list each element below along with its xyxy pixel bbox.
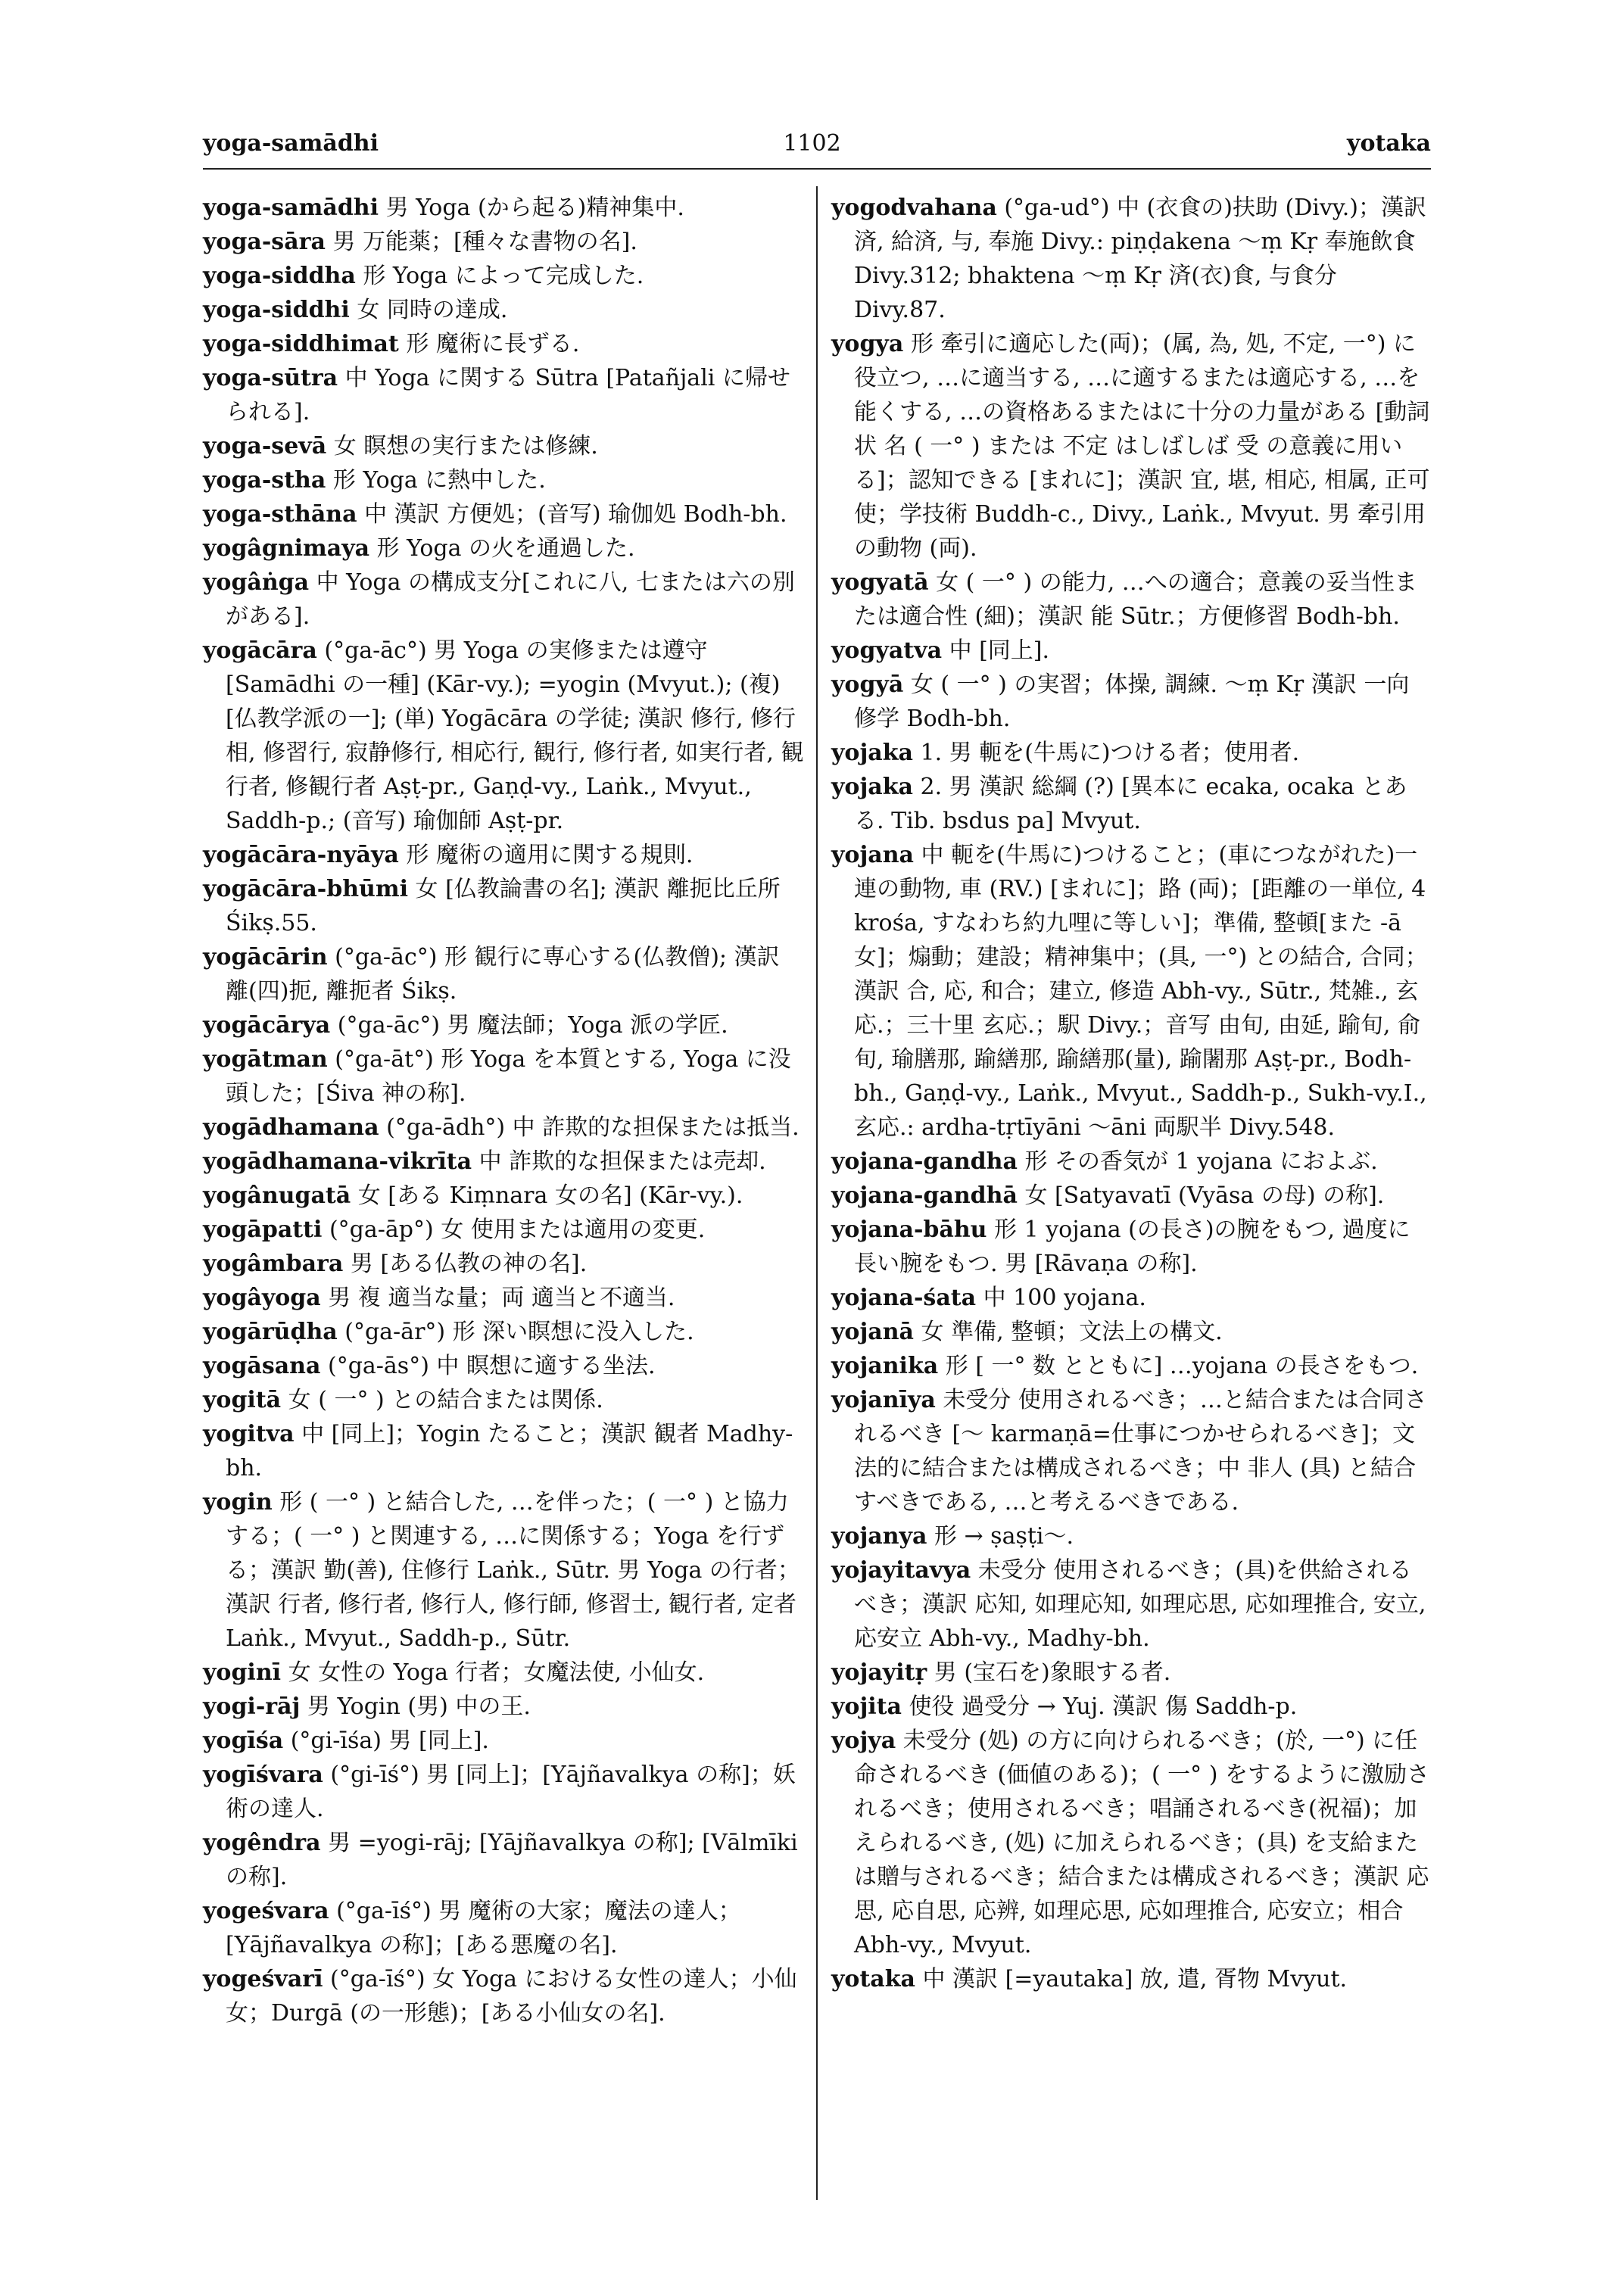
entry-definition: 形 ( 一° ) と結合した, …を伴った；( 一° ) と協力する；( 一° ) と関連する, …に関係する；Yoga を行ずる；漢訳 勤(善), 住修行 Laṅk., Sūtr. 男 Yoga の行者；漢訳 行者, 修行者, 修行人, 修行師, 修習士, 観行者, 定者 Laṅk., Mvyut., Saddh-p., Sūtr. [226, 1489, 800, 1652]
entry-definition: 中 詐欺的な担保または売却. [478, 1148, 766, 1175]
entry-headword: yogīśa [203, 1728, 284, 1754]
entry-definition: 形 Yoga に熱中した. [332, 467, 546, 494]
dictionary-entry [203, 1281, 806, 1315]
entry-headword: yogêndra [203, 1830, 321, 1856]
dictionary-entry [831, 1383, 1431, 1519]
entry-headword: yojanīya [831, 1387, 936, 1413]
dictionary-entry [831, 1349, 1431, 1383]
entry-definition: 男 =yogi-rāj; [Yājñavalkya の称]; [Vālmīki の称]. [226, 1830, 798, 1890]
dictionary-entry [203, 1656, 806, 1690]
entry-headword: yogācārya [203, 1012, 331, 1039]
entry-definition: (°ga-āt°) 形 Yoga を本質とする, Yoga に没頭した；[Śiva 神の称]. [226, 1046, 791, 1107]
entry-headword: yoga-siddhimat [203, 331, 399, 357]
entry-definition: 女 ( 一° ) の実習；体操, 調練. ～ṃ Kṛ 漢訳 一向修学 Bodh-bh. [854, 671, 1410, 732]
dictionary-entry [203, 531, 806, 565]
dictionary-entry [831, 1145, 1431, 1179]
entry-definition: (°gi-īśa) 男 [同上]. [290, 1728, 489, 1754]
entry-headword: yoga-siddhi [203, 297, 350, 323]
entry-headword: yogācārin [203, 944, 328, 970]
entry-headword: yojaka [831, 774, 913, 800]
dictionary-entry [203, 1758, 806, 1826]
dictionary-entry [831, 1519, 1431, 1553]
dictionary-entry [203, 1145, 806, 1179]
entry-definition: (°ga-āc°) 男 Yoga の実修または遵守 [Samādhi の一種] (Kār-vy.); =yogin (Mvyut.); (複) [仏教学派の一]; (単) Yogācāra の学徒; 漢訳 修行, 修行相, 修習行, 寂静修行, 相応行, 観行, 修行者, 如実行者, 観行者, 修観行者 Aṣṭ-pr., Gaṇḍ-vy., Laṅk., Mvyut., Saddh-p.; (音写) 瑜伽師 Aṣṭ-pr. [226, 637, 804, 834]
entry-headword: yogâgnimaya [203, 535, 370, 562]
dictionary-entry [203, 259, 806, 293]
dictionary-entry [203, 1008, 806, 1042]
dictionary-entry [203, 1111, 806, 1145]
dictionary-entry [203, 1383, 806, 1417]
entry-headword: yoga-sūtra [203, 365, 338, 391]
dictionary-entry [203, 634, 806, 838]
entry-definition: 使役 過受分 → Yuj. 漢訳 傷 Saddh-p. [909, 1693, 1298, 1720]
entry-definition: 中 軛を(牛馬に)つけること；(車につながれた)一連の動物, 車 (RV.) [まれに]；路 (両)；[距離の一単位, 4 krośa, すなわち約九哩に等しい]；準備, 整頓[また -ā 女]；煽動；建設；精神集中；(具, 一°) との結合, 合同；漢訳 合, 応, 和合；建立, 修造 Abh-vy., Sūtr., 梵雑., 玄応.；三十里 玄応.；駅 Divy.；音写 由旬, 由延, 踰旬, 俞旬, 瑜膳那, 踰繕那, 踰繕那(量), 踰闍那 Aṣṭ-pr., Bodh-bh., Gaṇḍ-vy., Laṅk., Mvyut., Saddh-p., Sukh-vy.I., 玄応.: ardha-tṛtīyāni ～āni 両駅半 Divy.548. [854, 842, 1428, 1141]
entry-headword: yogārūḍha [203, 1319, 338, 1345]
entry-definition: 女 ( 一° ) の能力, …への適合；意義の妥当性または適合性 (細)；漢訳 能 Sūtr.；方便修習 Bodh-bh. [854, 569, 1417, 630]
entry-definition: 2. 男 漢訳 総綱 (?) [異本に ecaka, ocaka とある. Tib. bsdus pa] Mvyut. [854, 774, 1407, 834]
dictionary-entry [831, 327, 1431, 565]
entry-definition: 男 (宝石を)象眼する者. [934, 1659, 1171, 1686]
dictionary-entry [831, 1656, 1431, 1690]
entry-headword: yogyā [831, 671, 904, 698]
entry-headword: yojana [831, 842, 914, 868]
entry-headword: yogāpatti [203, 1217, 323, 1243]
dictionary-entry [831, 668, 1431, 736]
entry-definition: (°ga-āp°) 女 使用または適用の変更. [329, 1217, 706, 1243]
entry-headword: yogyatā [831, 569, 929, 596]
dictionary-entry [203, 191, 806, 225]
entry-headword: yogâyoga [203, 1285, 321, 1311]
dictionary-entry [203, 1417, 806, 1485]
dictionary-entry [203, 1315, 806, 1349]
entry-headword: yogyatva [831, 637, 943, 664]
entry-definition: 中 漢訳 方便処；(音写) 瑜伽処 Bodh-bh. [364, 501, 787, 528]
dictionary-entry [203, 361, 806, 429]
entry-definition: 女 [仏教論書の名]; 漢訳 離扼比丘所 Śikṣ.55. [226, 876, 781, 936]
dictionary-entry [203, 327, 806, 361]
entry-headword: yoginī [203, 1659, 282, 1686]
entry-headword: yojanā [831, 1319, 914, 1345]
entry-definition: 中 [同上]. [949, 637, 1050, 664]
entry-headword: yoga-sāra [203, 229, 326, 255]
dictionary-entry [831, 1281, 1431, 1315]
dictionary-entry [203, 1690, 806, 1724]
dictionary-entry [831, 191, 1431, 327]
dictionary-entry [203, 940, 806, 1008]
dictionary-entry [831, 1690, 1431, 1724]
dictionary-entry [203, 1894, 806, 1962]
entry-headword: yogi-rāj [203, 1693, 301, 1720]
entry-headword: yojanika [831, 1353, 939, 1379]
entry-headword: yogācāra-bhūmi [203, 876, 408, 902]
entry-definition: 未受分 使用されるべき；(具)を供給されるべき；漢訳 応知, 如理応知, 如理応思, 応如理推合, 安立, 応安立 Abh-vy., Madhy-bh. [854, 1557, 1426, 1652]
running-head-right: yotaka [1347, 130, 1431, 157]
left-column [203, 191, 806, 2030]
entry-headword: yogya [831, 331, 904, 357]
entry-definition: 1. 男 軛を(牛馬に)つける者；使用者. [920, 740, 1300, 766]
dictionary-entry [203, 1042, 806, 1111]
dictionary-entry [203, 1213, 806, 1247]
entry-definition: 中 [同上]；Yogin たること；漢訳 観者 Madhy-bh. [226, 1421, 793, 1481]
entry-headword: yogātman [203, 1046, 328, 1073]
entry-definition: 女 同時の達成. [357, 297, 508, 323]
entry-headword: yogin [203, 1489, 273, 1516]
entry-headword: yogeśvara [203, 1898, 329, 1924]
entry-definition: (°ga-āc°) 男 魔法師；Yoga 派の学匠. [337, 1012, 728, 1039]
entry-definition: (°gi-īś°) 男 [同上]；[Yājñavalkya の称]；妖術の達人. [226, 1762, 796, 1822]
entry-headword: yoga-siddha [203, 263, 356, 289]
entry-headword: yogitā [203, 1387, 282, 1413]
entry-headword: yotaka [831, 1966, 915, 1992]
dictionary-entry [831, 736, 1431, 770]
dictionary-entry [203, 463, 806, 497]
dictionary-entry [203, 565, 806, 634]
entry-headword: yojana-bāhu [831, 1217, 987, 1243]
dictionary-entry [203, 872, 806, 940]
entry-definition: 中 Yoga の構成支分[これに八, 七または六の別がある]. [226, 569, 795, 630]
entry-definition: 未受分 使用されるべき；…と結合または合同されるべき [～ karmaṇā=仕事につかせられるべき]；文法的に結合または構成されるべき；中 非人 (具) と結合すべきである, …と考えるべきである. [854, 1387, 1427, 1516]
dictionary-entry [203, 293, 806, 327]
dictionary-entry [203, 225, 806, 259]
entry-definition: 形 魔術の適用に関する規則. [406, 842, 694, 868]
entry-definition: 男 複 適当な量；両 適当と不適当. [328, 1285, 675, 1311]
entry-headword: yojana-śata [831, 1285, 977, 1311]
dictionary-entry [831, 1179, 1431, 1213]
dictionary-entry [203, 1724, 806, 1758]
entry-headword: yogodvahana [831, 195, 997, 221]
entry-headword: yoga-stha [203, 467, 326, 494]
entry-definition: 女 準備, 整頓；文法上の構文. [921, 1319, 1223, 1345]
entry-definition: (°ga-īś°) 男 魔術の大家；魔法の達人；[Yājñavalkya の称]；[ある悪魔の名]. [226, 1898, 741, 1958]
entry-definition: 形 魔術に長ずる. [406, 331, 580, 357]
entry-headword: yojanya [831, 1523, 927, 1550]
right-column [831, 191, 1431, 1996]
entry-headword: yogânugatā [203, 1182, 351, 1209]
dictionary-entry [203, 838, 806, 872]
entry-headword: yojya [831, 1728, 896, 1754]
entry-headword: yogitva [203, 1421, 295, 1447]
entry-definition: 形 その香気が 1 yojana におよぶ. [1024, 1148, 1378, 1175]
entry-definition: 女 瞑想の実行または修練. [333, 433, 598, 460]
entry-headword: yogīśvara [203, 1762, 323, 1788]
entry-headword: yojana-gandha [831, 1148, 1018, 1175]
dictionary-entry [831, 634, 1431, 668]
entry-definition: 中 Yoga に関する Sūtra [Patañjali に帰せられる]. [226, 365, 790, 425]
entry-definition: 形 → ṣaṣṭi～. [934, 1523, 1074, 1550]
dictionary-entry [203, 1485, 806, 1656]
entry-definition: (°ga-āc°) 形 観行に専心する(仏教僧); 漢訳 離(四)扼, 離扼者 Śikṣ. [226, 944, 780, 1005]
dictionary-entry [831, 1213, 1431, 1281]
dictionary-entry [203, 1247, 806, 1281]
entry-headword: yojayitavya [831, 1557, 971, 1584]
entry-definition: (°ga-ās°) 中 瞑想に適する坐法. [327, 1353, 656, 1379]
entry-definition: (°ga-īś°) 女 Yoga における女性の達人；小仙女；Durgā (の一形態)；[ある小仙女の名]. [226, 1966, 797, 2027]
entry-headword: yoga-sthāna [203, 501, 357, 528]
dictionary-entry [831, 1724, 1431, 1962]
entry-headword: yogâmbara [203, 1251, 344, 1277]
entry-definition: 中 100 yojana. [983, 1285, 1146, 1311]
entry-definition: 形 [ 一° 数 とともに] …yojana の長さをもつ. [945, 1353, 1419, 1379]
entry-definition: 女 ( 一° ) との結合または関係. [288, 1387, 603, 1413]
entry-headword: yojaka [831, 740, 913, 766]
entry-definition: (°ga-ādh°) 中 詐欺的な担保または抵当. [386, 1114, 800, 1141]
header-rule [203, 168, 1431, 170]
dictionary-entry [831, 1962, 1431, 1996]
dictionary-entry [831, 1553, 1431, 1656]
entry-definition: 男 Yoga (から起る)精神集中. [385, 195, 684, 221]
dictionary-entry [831, 565, 1431, 634]
entry-headword: yojita [831, 1693, 902, 1720]
running-head-left: yoga-samādhi [203, 130, 379, 157]
dictionary-entry [203, 1826, 806, 1894]
entry-definition: 形 牽引に適応した(両)；(属, 為, 処, 不定, 一°) に役立つ, …に適当する, …に適するまたは適応する, …を能くする, …の資格あるまたはに十分の力量がある [動詞状 名 ( 一° ) または 不定 はしばしば 受 の意義に用いる]；認知できる [まれに]；漢訳 宜, 堪, 相応, 相属, 正可使；学技術 Buddh-c., Divy., Laṅk., Mvyut. 男 牽引用の動物 (両). [854, 331, 1430, 562]
dictionary-entry [831, 838, 1431, 1145]
dictionary-entry [203, 1179, 806, 1213]
entry-headword: yogācāra-nyāya [203, 842, 399, 868]
dictionary-entry [831, 770, 1431, 838]
entry-definition: 形 Yoga によって完成した. [363, 263, 644, 289]
dictionary-entry [203, 497, 806, 531]
dictionary-entry [203, 1962, 806, 2030]
entry-headword: yogādhamana-vikrīta [203, 1148, 472, 1175]
entry-definition: 女 女性の Yoga 行者；女魔法使, 小仙女. [288, 1659, 705, 1686]
entry-definition: 中 漢訳 [=yautaka] 放, 遣, 胥物 Mvyut. [922, 1966, 1348, 1992]
entry-definition: 女 [ある Kiṃnara 女の名] (Kār-vy.). [357, 1182, 743, 1209]
entry-definition: 男 万能薬；[種々な書物の名]. [332, 229, 637, 255]
entry-definition: 男 [ある仏教の神の名]. [350, 1251, 588, 1277]
entry-definition: 形 Yoga の火を通過した. [376, 535, 635, 562]
entry-headword: yogācāra [203, 637, 317, 664]
page-number: 1102 [783, 130, 841, 157]
entry-definition: (°ga-ud°) 中 (衣食の)扶助 (Divy.)；漢訳 済, 給済, 与, 奉施 Divy.: piṇḍakena ～ṃ Kṛ 奉施飲食 Divy.312; bhaktena ～ṃ Kṛ 済(衣)食, 与食分 Divy.87. [854, 195, 1427, 323]
dictionary-entry [203, 1349, 806, 1383]
entry-definition: 未受分 (処) の方に向けられるべき；(於, 一°) に任命されるべき (価値のある)；( 一° ) をするように激励されるべき；使用されるべき；唱誦されるべき(祝福)；加えられるべき, (処) に加えられるべき；(具) を支給または贈与されるべき；結合または構成されるべき；漢訳 応思, 応自思, 応辨, 如理応思, 応如理推合, 応安立；相合 Abh-vy., Mvyut. [854, 1728, 1429, 1958]
entry-headword: yogāsana [203, 1353, 321, 1379]
entry-headword: yogeśvarī [203, 1966, 323, 1992]
entry-definition: 男 Yogin (男) 中の王. [307, 1693, 531, 1720]
entry-headword: yogâṅga [203, 569, 310, 596]
entry-definition: 女 [Satyavatī (Vyāsa の母) の称]. [1024, 1182, 1385, 1209]
dictionary-entry [203, 429, 806, 463]
entry-definition: 形 1 yojana (の長さ)の腕をもつ, 過度に長い腕をもつ. 男 [Rāvaṇa の称]. [854, 1217, 1410, 1277]
entry-headword: yoga-sevā [203, 433, 327, 460]
entry-definition: (°ga-ār°) 形 深い瞑想に没入した. [344, 1319, 694, 1345]
entry-headword: yogādhamana [203, 1114, 379, 1141]
dictionary-entry [831, 1315, 1431, 1349]
column-divider [816, 186, 818, 2200]
entry-headword: yojana-gandhā [831, 1182, 1018, 1209]
entry-headword: yoga-samādhi [203, 195, 379, 221]
entry-headword: yojayitṛ [831, 1659, 927, 1686]
